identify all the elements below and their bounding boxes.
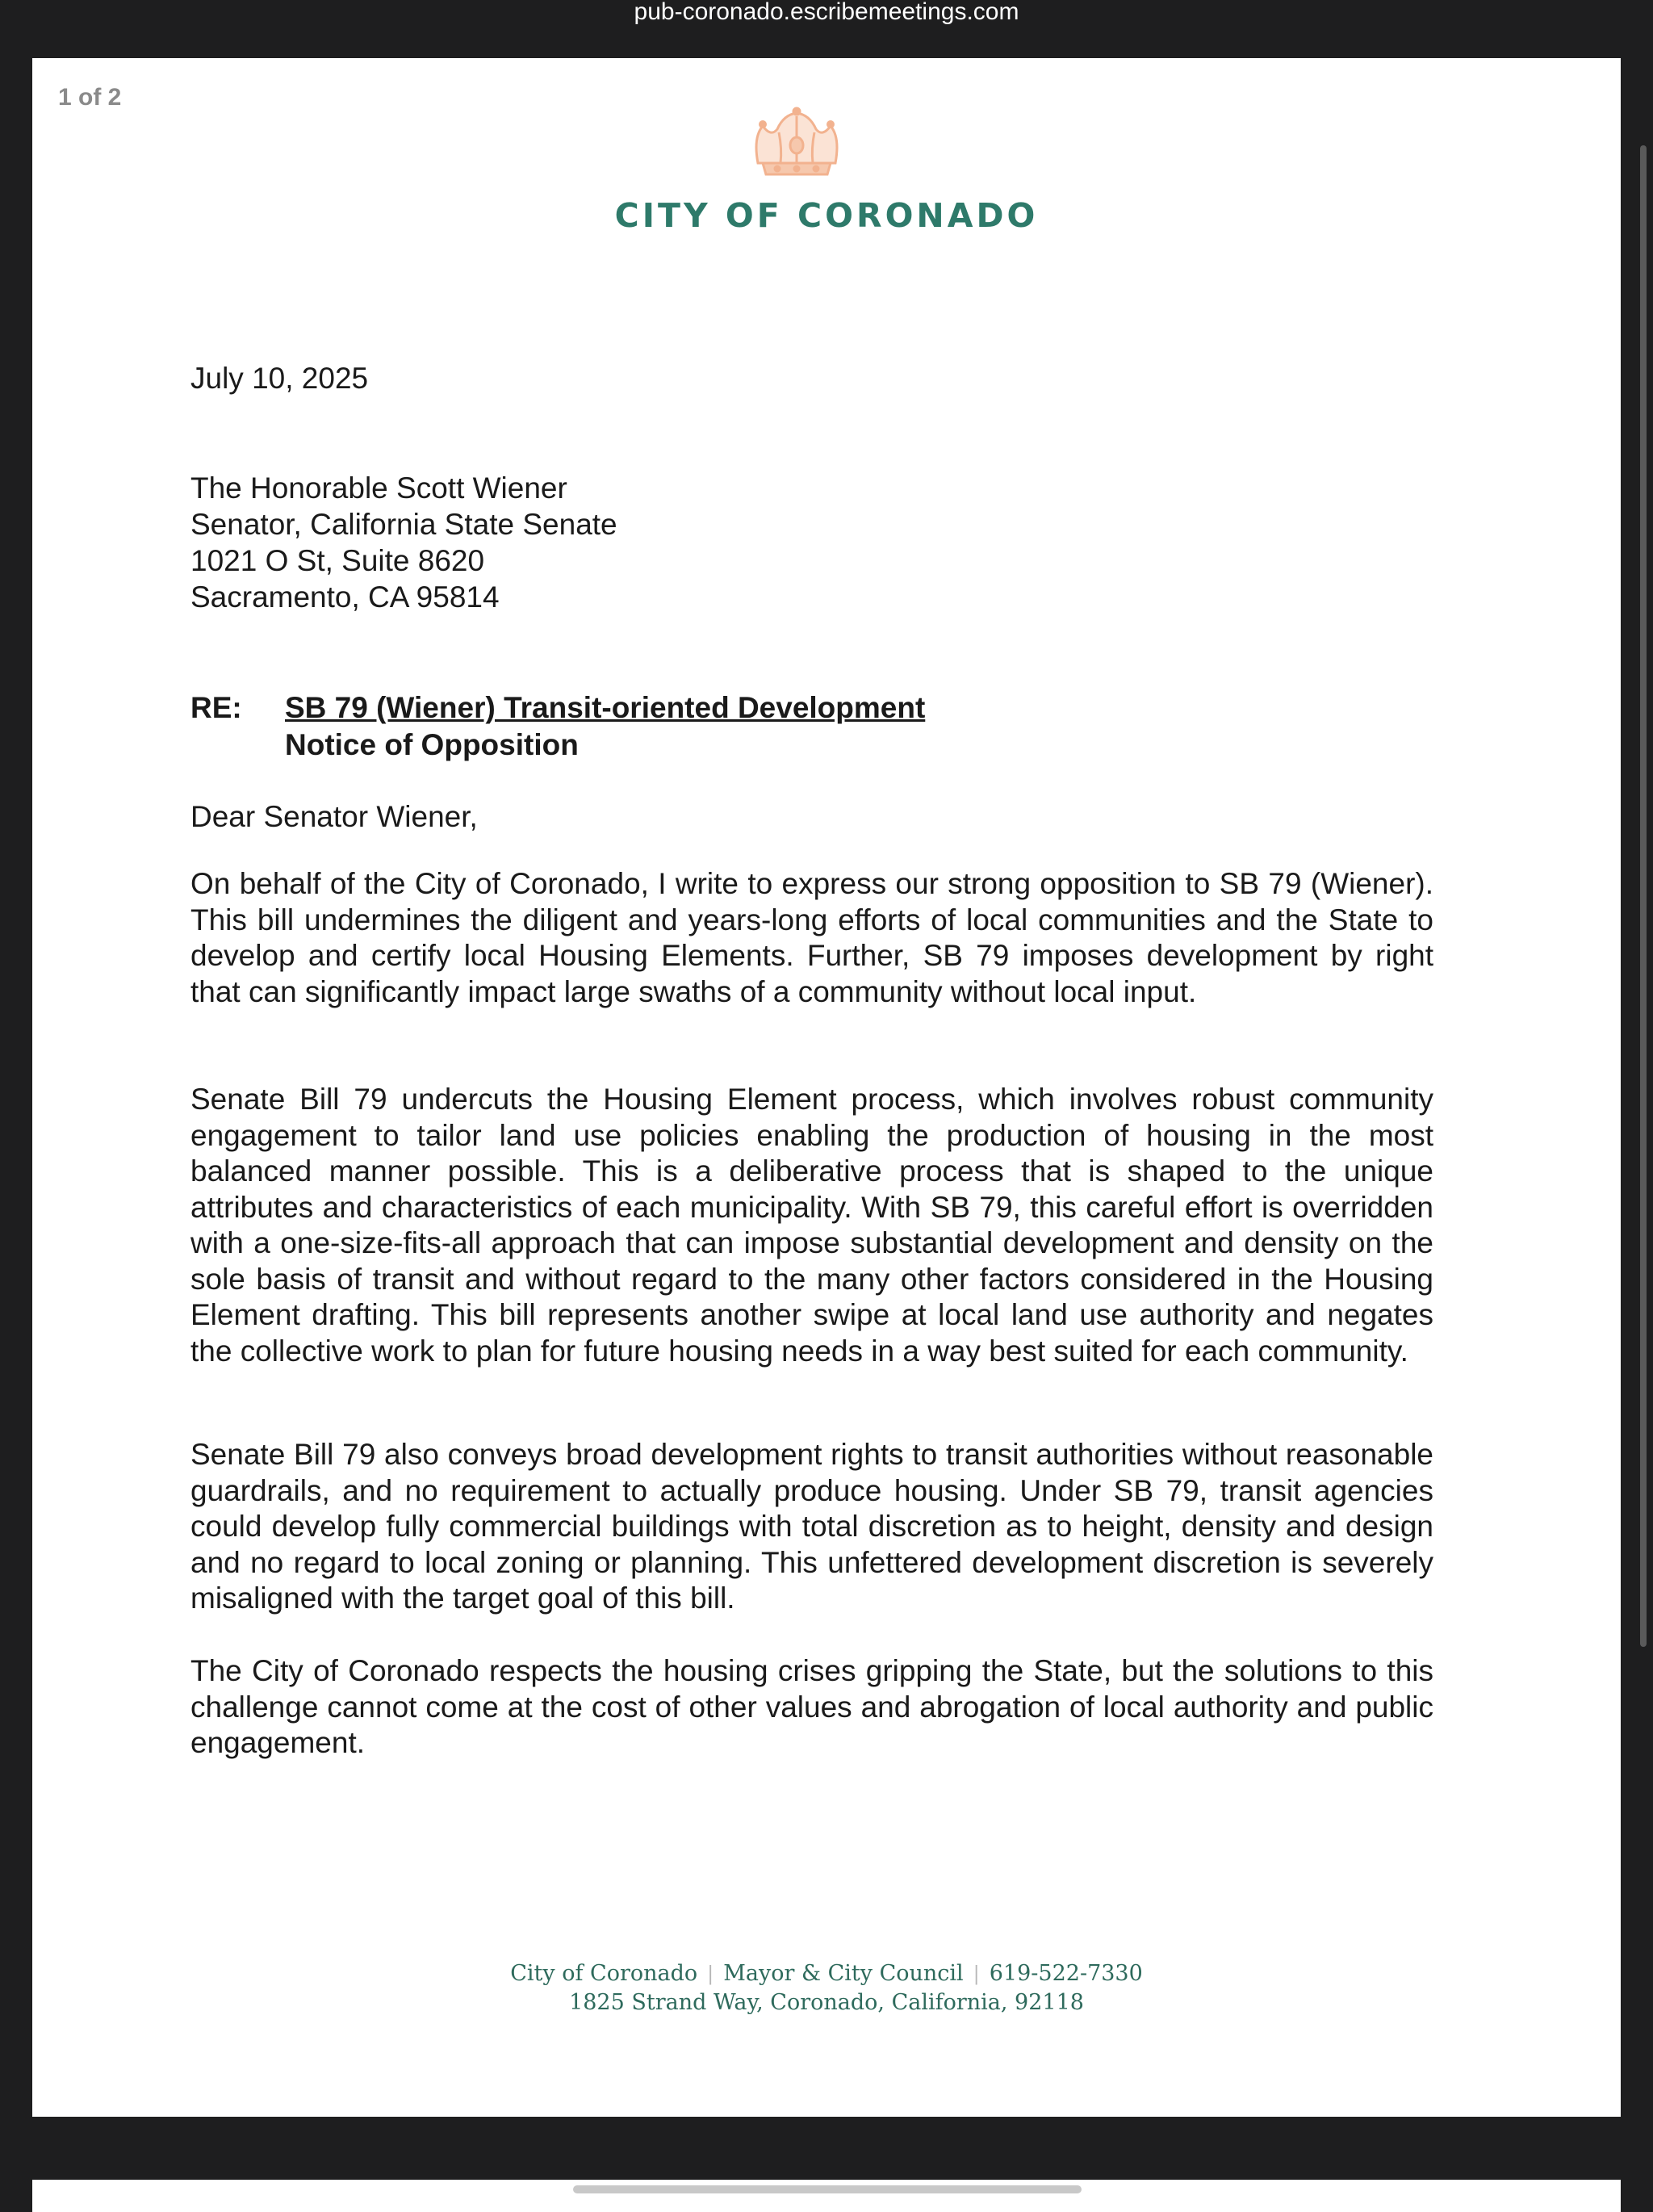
body-paragraph: On behalf of the City of Coronado, I write to express our strong opposition to SB 79 (Wiener). This bill undermines the diligent and years-long efforts of local communities and the State to develop and certify local Housing Elements. Further, SB 79 imposes development by right that can significantly impact large swaths of a community without local input. [190, 867, 1433, 1008]
footer-phone: 619-522-7330 [989, 1961, 1143, 1986]
re-notice: Notice of Opposition [285, 728, 579, 761]
re-subject: SB 79 (Wiener) Transit-oriented Development [285, 691, 926, 724]
body-paragraph: The City of Coronado respects the housing crises gripping the State, but the solutions to this challenge cannot come at the cost of other values and abrogation of local authority and public engagement. [190, 1654, 1433, 1759]
body-paragraph: Senate Bill 79 undercuts the Housing Element process, which involves robust community engagement to tailor land use policies enabling the production of housing in the most balanced manner possible. This is a deliberative process that is shaped to the unique attributes and characteristics of each municipality. With SB 79, this careful effort is overridden with a one-size-fits-all approach that can impose substantial development and density on the sole basis of transit and without regard to the many other factors considered in the Housing Element drafting. This bill represents another swipe at local land use authority and negates the collective work to plan for future housing needs in a way best suited for each community. [190, 1083, 1433, 1368]
next-document-page [32, 2180, 1621, 2212]
footer-dept: Mayor & City Council [723, 1961, 964, 1986]
vertical-scrollbar[interactable] [1640, 145, 1647, 1647]
horizontal-scroll-handle[interactable] [573, 2185, 1082, 2193]
recipient-line: Sacramento, CA 95814 [190, 580, 500, 614]
city-logo-text: CITY OF CORONADO [614, 196, 1039, 235]
recipient-line: Senator, California State Senate [190, 508, 617, 541]
salutation: Dear Senator Wiener, [190, 800, 478, 833]
recipient-line: 1021 O St, Suite 8620 [190, 544, 485, 577]
letter-footer [0, 1959, 1653, 2017]
footer-org: City of Coronado [510, 1961, 698, 1986]
url-text[interactable]: pub-coronado.escribemeetings.com [634, 0, 1019, 25]
footer-separator: | [707, 1963, 714, 1985]
page-indicator: 1 of 2 [58, 84, 122, 111]
crown-icon [747, 105, 847, 182]
browser-address-bar[interactable] [0, 0, 1653, 40]
body-paragraph: Senate Bill 79 also conveys broad development rights to transit authorities without reasonable guardrails, and no requirement to actually produce housing. Under SB 79, transit agencies could develop fully commercial buildings with total discretion as to height, density and design and no regard to local zoning or planning. This unfettered development discretion is severely misaligned with the target goal of this bill. [190, 1438, 1433, 1615]
recipient-line: The Honorable Scott Wiener [190, 471, 567, 505]
re-label: RE: [190, 691, 242, 724]
footer-contact-line [0, 1959, 1653, 1988]
letter-date: July 10, 2025 [190, 362, 369, 395]
footer-separator: | [973, 1963, 980, 1985]
recipient-address [190, 470, 1433, 615]
footer-address: 1825 Strand Way, Coronado, California, 92118 [569, 1990, 1084, 2015]
